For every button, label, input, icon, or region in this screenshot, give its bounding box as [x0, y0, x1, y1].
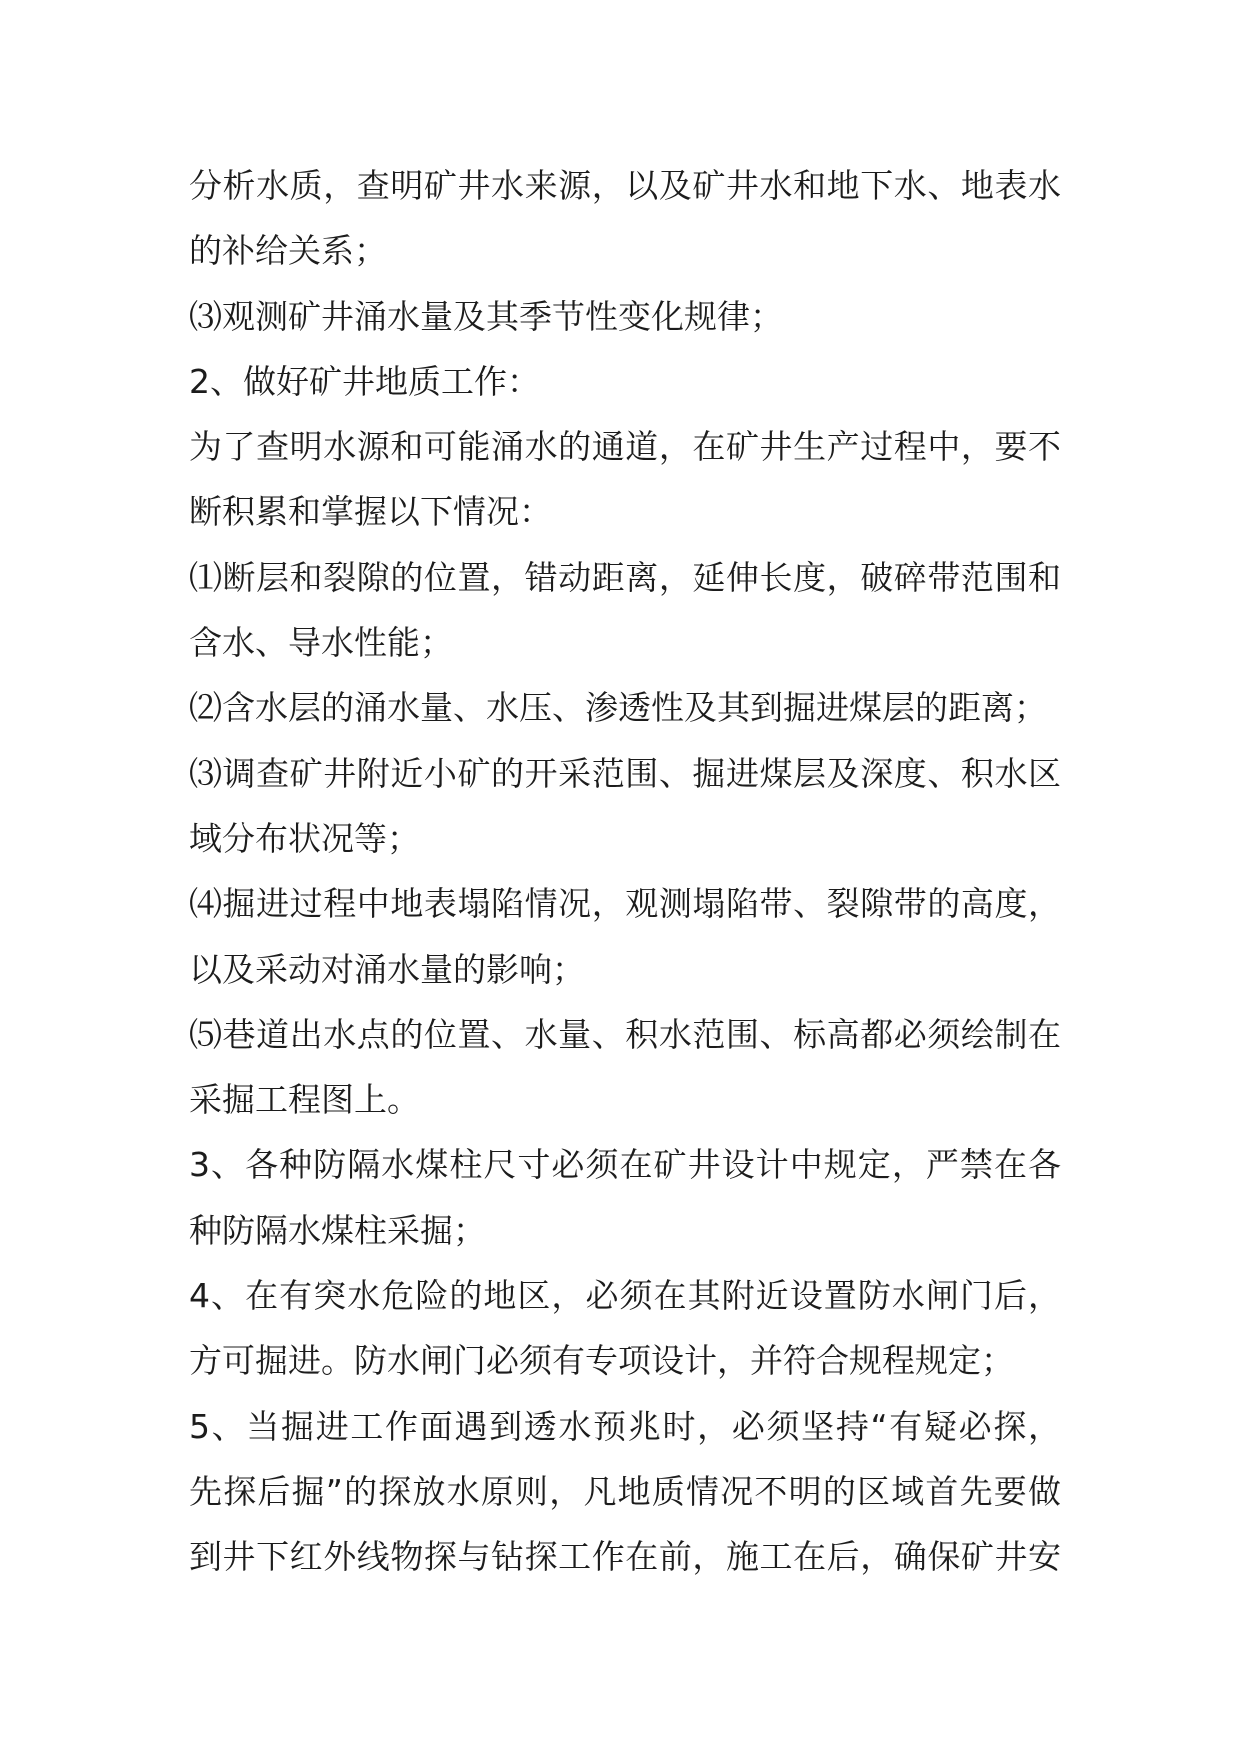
section-heading: [189, 1132, 1061, 1263]
document-body: [189, 153, 1061, 1590]
paragraph: [189, 414, 1061, 545]
paragraph-line: 分析水质，查明矿井水来源，以及矿井水和地下水、地表水: [189, 166, 1061, 205]
section-heading: [189, 1263, 1061, 1394]
paragraph-line: 的补给关系；: [189, 231, 387, 271]
paragraph-line: 为了查明水源和可能涌水的通道，在矿井生产过程中，要不: [189, 427, 1061, 467]
paragraph-line: 方可掘进。防水闸门必须有专项设计，并符合规程规定；: [189, 1341, 1014, 1381]
paragraph-line: 3、各种防隔水煤柱尺寸必须在矿井设计中规定，严禁在各: [189, 1145, 1061, 1185]
paragraph-line: ⑷掘进过程中地表塌陷情况，观测塌陷带、裂隙带的高度，: [189, 884, 1061, 924]
paragraph-line: 先探后掘”的探放水原则，凡地质情况不明的区域首先要做: [189, 1471, 1061, 1511]
paragraph-line: ⑴断层和裂隙的位置，错动距离，延伸长度，破碎带范围和: [189, 557, 1061, 597]
list-item: [189, 675, 1061, 740]
list-item: [189, 545, 1061, 676]
paragraph-line: 2、做好矿井地质工作：: [189, 361, 540, 401]
paragraph-line: 到井下红外线物探与钻探工作在前，施工在后，确保矿井安: [189, 1537, 1061, 1577]
list-item: [189, 741, 1061, 872]
paragraph-line: 含水、导水性能；: [189, 623, 453, 663]
paragraph-line: 4、在有突水危险的地区，必须在其附近设置防水闸门后，: [189, 1276, 1061, 1316]
paragraph-line: ⑵含水层的涌水量、水压、渗透性及其到掘进煤层的距离；: [189, 688, 1047, 728]
paragraph-line: ⑶调查矿井附近小矿的开采范围、掘进煤层及深度、积水区: [189, 753, 1061, 793]
paragraph-line: 采掘工程图上。: [189, 1080, 420, 1120]
paragraph-line: ⑶观测矿井涌水量及其季节性变化规律；: [189, 296, 783, 336]
paragraph-line: 种防隔水煤柱采掘；: [189, 1210, 486, 1250]
list-item: [189, 1002, 1061, 1133]
paragraph-line: 以及采动对涌水量的影响；: [189, 949, 585, 989]
paragraph-line: 5、当掘进工作面遇到透水预兆时，必须坚持“有疑必探，: [189, 1406, 1061, 1446]
paragraph: [189, 153, 1061, 284]
paragraph-line: 域分布状况等；: [189, 818, 420, 858]
section-heading: [189, 349, 1061, 414]
paragraph-line: ⑸巷道出水点的位置、水量、积水范围、标高都必须绘制在: [189, 1014, 1061, 1054]
list-item: [189, 871, 1061, 1002]
paragraph: [189, 284, 1061, 349]
paragraph-line: 断积累和掌握以下情况：: [189, 492, 552, 532]
section-heading: [189, 1394, 1061, 1590]
